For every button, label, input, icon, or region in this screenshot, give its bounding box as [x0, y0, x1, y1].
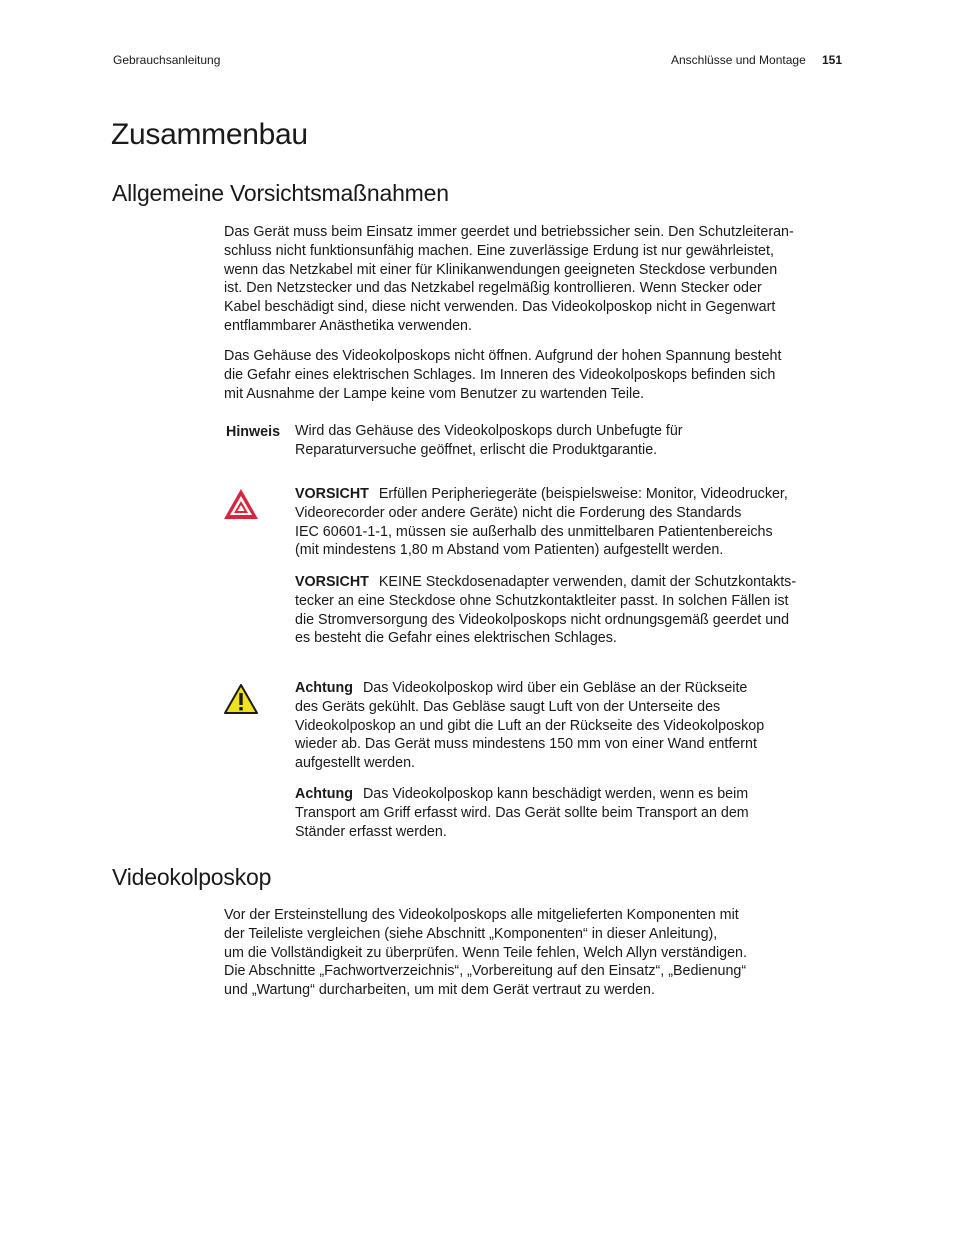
caution-label: Achtung [295, 680, 353, 696]
paragraph-grounding: Das Gerät muss beim Einsatz immer geerdet und betriebssicher sein. Den Schutzleiteran- schluss nicht funktionsunfähig machen. Eine zuverlässige Erdung ist nur gewährleistet, wenn das Netzkabel mit einer für Klinikanwendungen geeigneten Steckdose verbunden ist. Den Netzstecker und das Netzkabel regelmäßig kontrollieren. Wenn Stecker oder Kabel beschädigt sind, diese nicht verwenden. Das Videokolposkop nicht in Gegenwart entflammbarer Anästhetika verwenden. [224, 224, 794, 334]
caution-transport: Achtung Das Videokolposkop kann beschädigt werden, wenn es beim Transport am Griff erfasst wird. Das Gerät sollte beim Transport an dem Ständer erfasst werden. [295, 786, 749, 840]
page-number: 151 [822, 53, 843, 67]
running-header-right: Anschlüsse und Montage [671, 53, 806, 67]
section-heading-videokolposkop: Videokolposkop [112, 864, 272, 890]
running-header-left: Gebrauchsanleitung [113, 53, 221, 67]
caution-triangle-icon [223, 683, 259, 715]
section-heading-general-precautions: Allgemeine Vorsichtsmaßnahmen [112, 180, 449, 206]
caution-label: Achtung [295, 786, 353, 802]
warning-peripherals: VORSICHT Erfüllen Peripheriegeräte (beispielsweise: Monitor, Videodrucker, Videorecorder oder andere Geräte) nicht die Forderung des Standards IEC 60601-1-1, müssen sie außerhalb des unmittelbaren Patientenbereichs (mit mindestens 1,80 m Abstand vom Patienten) aufgestellt werden. [295, 486, 788, 559]
paragraph-housing: Das Gehäuse des Videokolposkops nicht öffnen. Aufgrund der hohen Spannung besteht die Gefahr eines elektrischen Schlages. Im Inneren des Videokolposkops befinden sich mit Ausnahme der Lampe keine vom Benutzer zu wartenden Teile. [224, 348, 782, 402]
paragraph-initial-setup: Vor der Ersteinstellung des Videokolposkops alle mitgelieferten Komponenten mit der Teileliste vergleichen (siehe Abschnitt „Komponenten“ in dieser Anleitung), um die Vollständigkeit zu überprüfen. Wenn Teile fehlen, Welch Allyn verständigen. Die Abschnitte „Fachwortverzeichnis“, „Vorbereitung auf den Einsatz“, „Bedienung“ und „Wartung“ durcharbeiten, um mit dem Gerät vertraut zu werden. [224, 907, 747, 999]
page-title: Zusammenbau [111, 118, 308, 151]
warning-label: VORSICHT [295, 486, 369, 502]
note-label: Hinweis [226, 424, 281, 440]
warning-triangle-icon [223, 488, 259, 520]
warning-adapters: VORSICHT KEINE Steckdosenadapter verwenden, damit der Schutzkontakts- tecker an eine Steckdose ohne Schutzkontaktleiter passt. In solchen Fällen ist die Stromversorgung des Videokolposkops nicht ordnungsgemäß geerdet und es besteht die Gefahr eines elektrischen Schlages. [295, 574, 797, 647]
warning-label: VORSICHT [295, 574, 369, 590]
caution-cooling: Achtung Das Videokolposkop wird über ein Gebläse an der Rückseite des Geräts gekühlt. Das Gebläse saugt Luft von der Unterseite des Videokolposkop an und gibt die Luft an der Rückseite des Videokolposkop wieder ab. Das Gerät muss mindestens 150 mm von einer Wand entfernt aufgestellt werden. [295, 680, 765, 772]
note-text: Wird das Gehäuse des Videokolposkops durch Unbefugte für Reparaturversuche geöffnet, erlischt die Produktgarantie. [295, 423, 683, 458]
